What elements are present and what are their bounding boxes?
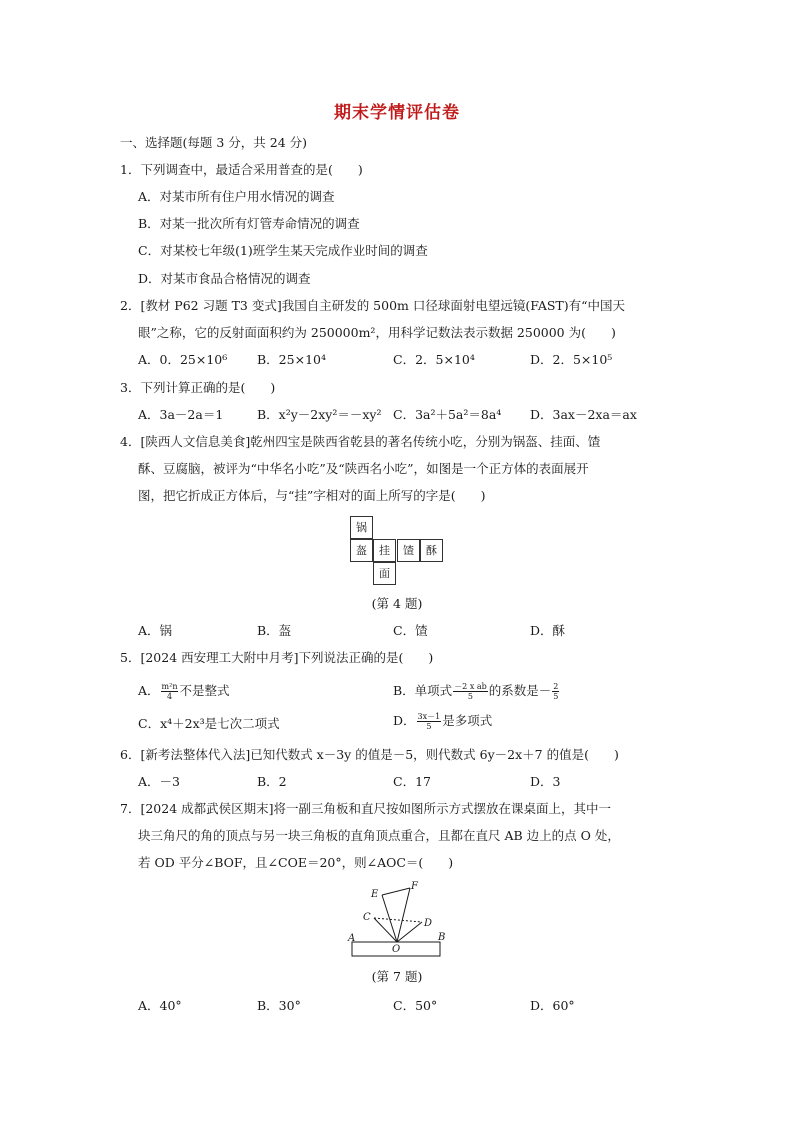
q3-option-a: A．3a－2a＝1 (138, 407, 224, 422)
q4-figure-caption: (第 4 题) (371, 596, 423, 611)
label-e: E (371, 889, 379, 900)
label-a: A (348, 933, 356, 944)
q1-option-a: A．对某市所有住户用水情况的调查 (138, 189, 335, 204)
label-d: D (424, 918, 433, 929)
label-c: C (363, 912, 371, 923)
q2-option-c: C．2．5×10⁴ (393, 352, 475, 367)
q2-option-d: D．2．5×10⁵ (530, 352, 613, 367)
fraction (552, 682, 559, 701)
fraction-denominator: 5 (553, 692, 559, 701)
q7-option-c: C．50° (393, 998, 438, 1013)
line-cd (374, 918, 422, 922)
q4-stem-line2: 酥、豆腐脑，被评为“中华名小吃”及“陕西名小吃”，如图是一个正方体的表面展开 (138, 461, 589, 476)
page-title: 期末学情评估卷 (334, 103, 460, 123)
q7-stem-line1: 7．[2024 成都武侯区期末]将一副三角板和直尺按如图所示方式摆放在课桌面上，其中一 (120, 801, 611, 816)
fraction-numerator: 3x－1 (417, 712, 441, 721)
q2-stem-line1: 2．[教材 P62 习题 T3 变式]我国自主研发的 500m 口径球面射电望远镜(FAST)有“中国天 (120, 298, 626, 313)
section-heading: 一、选择题(每题 3 分，共 24 分) (120, 135, 308, 150)
q7-stem-line3: 若 OD 平分∠BOF，且∠COE＝20°，则∠AOC＝( ) (138, 855, 454, 870)
q5-option-d-label: D． (393, 713, 416, 728)
fraction-numerator: －2 x ab (454, 682, 487, 691)
q3-option-b: B．x²y－2xy²＝－xy² (257, 407, 382, 422)
q3-option-d: D．3ax－2xa＝ax (530, 407, 637, 422)
q7-figure-caption: (第 7 题) (371, 969, 423, 984)
cube-face-2: 挂 (373, 539, 396, 562)
q5-option-b-text: 的系数是－ (488, 683, 552, 698)
q6-option-a: A．－3 (138, 774, 180, 789)
line-oe (382, 895, 397, 942)
line-ef (382, 888, 410, 895)
cube-face-bottom: 面 (373, 562, 396, 585)
q5-option-a-text: 不是整式 (179, 683, 230, 698)
fraction-denominator: 4 (166, 692, 173, 701)
q6-option-c: C．17 (393, 774, 431, 789)
q6-stem: 6．[新考法整体代入法]已知代数式 x－3y 的值是－5，则代数式 6y－2x＋7 的值是( ) (120, 747, 619, 762)
q6-option-b: B．2 (257, 774, 287, 789)
q5-option-d-text: 是多项式 (442, 713, 493, 728)
q5-stem: 5．[2024 西安理工大附中月考]下列说法正确的是( ) (120, 650, 434, 665)
label-f: F (411, 881, 418, 892)
q4-option-a: A．锅 (138, 623, 173, 638)
q4-option-d: D．酥 (530, 623, 566, 638)
line-of (397, 888, 410, 942)
q5-option-c: C．x⁴＋2x³是七次二项式 (138, 716, 280, 731)
q2-stem-line2: 眼”之称，它的反射面面积约为 250000m²，用科学记数法表示数据 250000 为( ) (138, 325, 616, 340)
q7-option-d: D．60° (530, 998, 575, 1013)
q2-option-b: B．25×10⁴ (257, 352, 326, 367)
q6-option-d: D．3 (530, 774, 561, 789)
cube-net-figure (350, 516, 446, 586)
q2-option-a: A．0．25×10⁶ (138, 352, 228, 367)
q1-stem: 1．下列调查中，最适合采用普查的是( ) (120, 162, 363, 177)
q4-option-c: C．馇 (393, 623, 428, 638)
cube-face-top: 锅 (350, 516, 373, 539)
q3-stem: 3．下列计算正确的是( ) (120, 380, 276, 395)
q5-option-d (393, 712, 492, 731)
q5-option-b-label: B．单项式 (393, 683, 453, 698)
q5-option-a-label: A． (138, 683, 160, 698)
fraction (453, 682, 488, 701)
fraction-denominator: 5 (426, 722, 432, 731)
q1-option-b: B．对某一批次所有灯管寿命情况的调查 (138, 216, 360, 231)
q5-option-a (138, 682, 230, 701)
fraction-numerator: m²n (161, 682, 178, 691)
q7-option-b: B．30° (257, 998, 301, 1013)
q7-option-a: A．40° (138, 998, 182, 1013)
q4-stem-line1: 4．[陕西人文信息美食]乾州四宝是陕西省乾县的著名传统小吃，分别为锅盔、挂面、馇 (120, 434, 601, 449)
q1-option-d: D．对某市食品合格情况的调查 (138, 271, 311, 286)
fraction (417, 712, 442, 731)
q4-stem-line3: 图，把它折成正方体后，与“挂”字相对的面上所写的字是( ) (138, 488, 486, 503)
triangle-ruler-figure (340, 880, 450, 960)
fraction-denominator: 5 (467, 692, 474, 701)
cube-face-4: 酥 (420, 539, 443, 562)
q5-option-b (393, 682, 560, 701)
q1-option-c: C．对某校七年级(1)班学生某天完成作业时间的调查 (138, 243, 428, 258)
cube-face-3: 馇 (397, 539, 420, 562)
label-b: B (438, 932, 446, 943)
q7-stem-line2: 块三角尺的角的顶点与另一块三角板的直角顶点重合，且都在直尺 AB 边上的点 O 处， (138, 828, 620, 843)
fraction (161, 682, 179, 701)
label-o: O (392, 944, 401, 955)
fraction-numerator: 2 (553, 682, 559, 691)
q4-option-b: B．盔 (257, 623, 292, 638)
cube-face-1: 盔 (350, 539, 373, 562)
q3-option-c: C．3a²＋5a²＝8a⁴ (393, 407, 502, 422)
